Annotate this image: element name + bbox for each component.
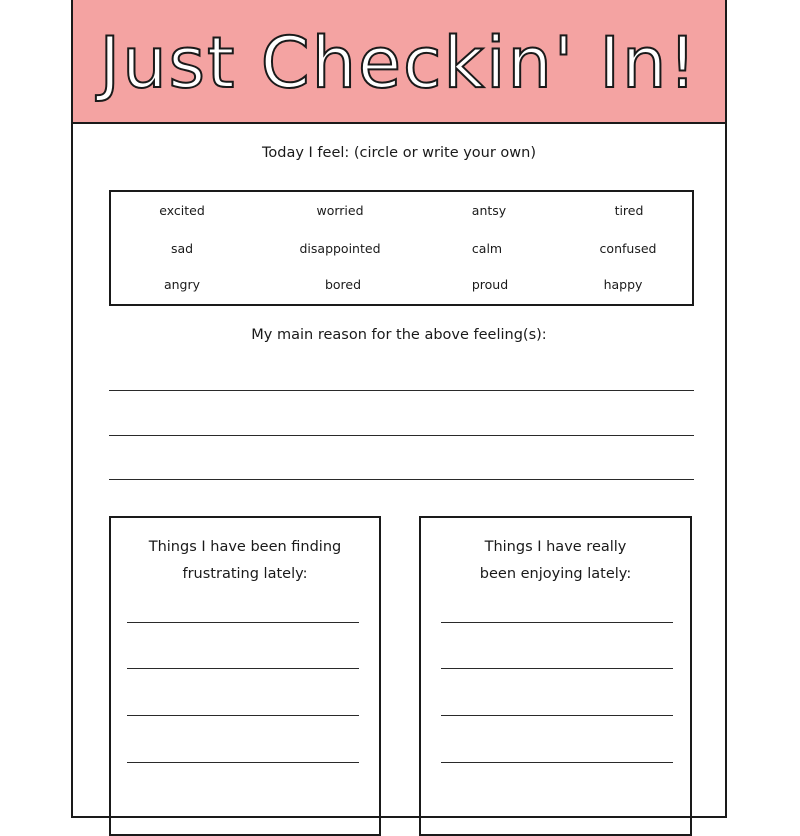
enjoying-writing-line[interactable] [441,622,673,623]
feeling-option[interactable]: sad [170,241,194,256]
enjoying-writing-line[interactable] [441,762,673,763]
frustrating-title-line2: frustrating lately: [182,566,308,582]
enjoying-title-line2: been enjoying lately: [479,566,632,582]
feeling-option[interactable]: bored [324,277,362,292]
reason-prompt: My main reason for the above feeling(s): [251,327,547,343]
feeling-option[interactable]: confused [599,241,657,256]
enjoying-panel [419,516,692,836]
frustrating-panel-title [111,534,379,588]
enjoying-writing-line[interactable] [441,715,673,716]
frustrating-writing-line[interactable] [127,622,359,623]
feeling-option[interactable]: proud [471,277,509,292]
worksheet-title: Just Checkin' In! [99,22,699,104]
enjoying-writing-line[interactable] [441,668,673,669]
enjoying-panel-title [421,534,690,588]
title-banner [73,0,725,124]
frustrating-panel [109,516,381,836]
feeling-option[interactable]: excited [159,203,205,218]
reason-writing-line[interactable] [109,479,694,480]
feeling-option[interactable]: tired [614,203,644,218]
feeling-option[interactable]: calm [471,241,503,256]
frustrating-writing-line[interactable] [127,762,359,763]
reason-writing-line[interactable] [109,390,694,391]
feelings-grid [109,190,694,306]
frustrating-title-line1: Things I have been finding [148,539,342,555]
frustrating-writing-line[interactable] [127,668,359,669]
enjoying-title-line1: Things I have really [484,539,627,555]
feeling-option[interactable]: angry [163,277,201,292]
feeling-option[interactable]: happy [603,277,643,292]
feeling-option[interactable]: disappointed [299,241,381,256]
feelings-prompt: Today I feel: (circle or write your own) [261,145,537,161]
worksheet-page [71,0,727,818]
feeling-option[interactable]: worried [316,203,364,218]
reason-writing-line[interactable] [109,435,694,436]
feeling-option[interactable]: antsy [471,203,507,218]
frustrating-writing-line[interactable] [127,715,359,716]
